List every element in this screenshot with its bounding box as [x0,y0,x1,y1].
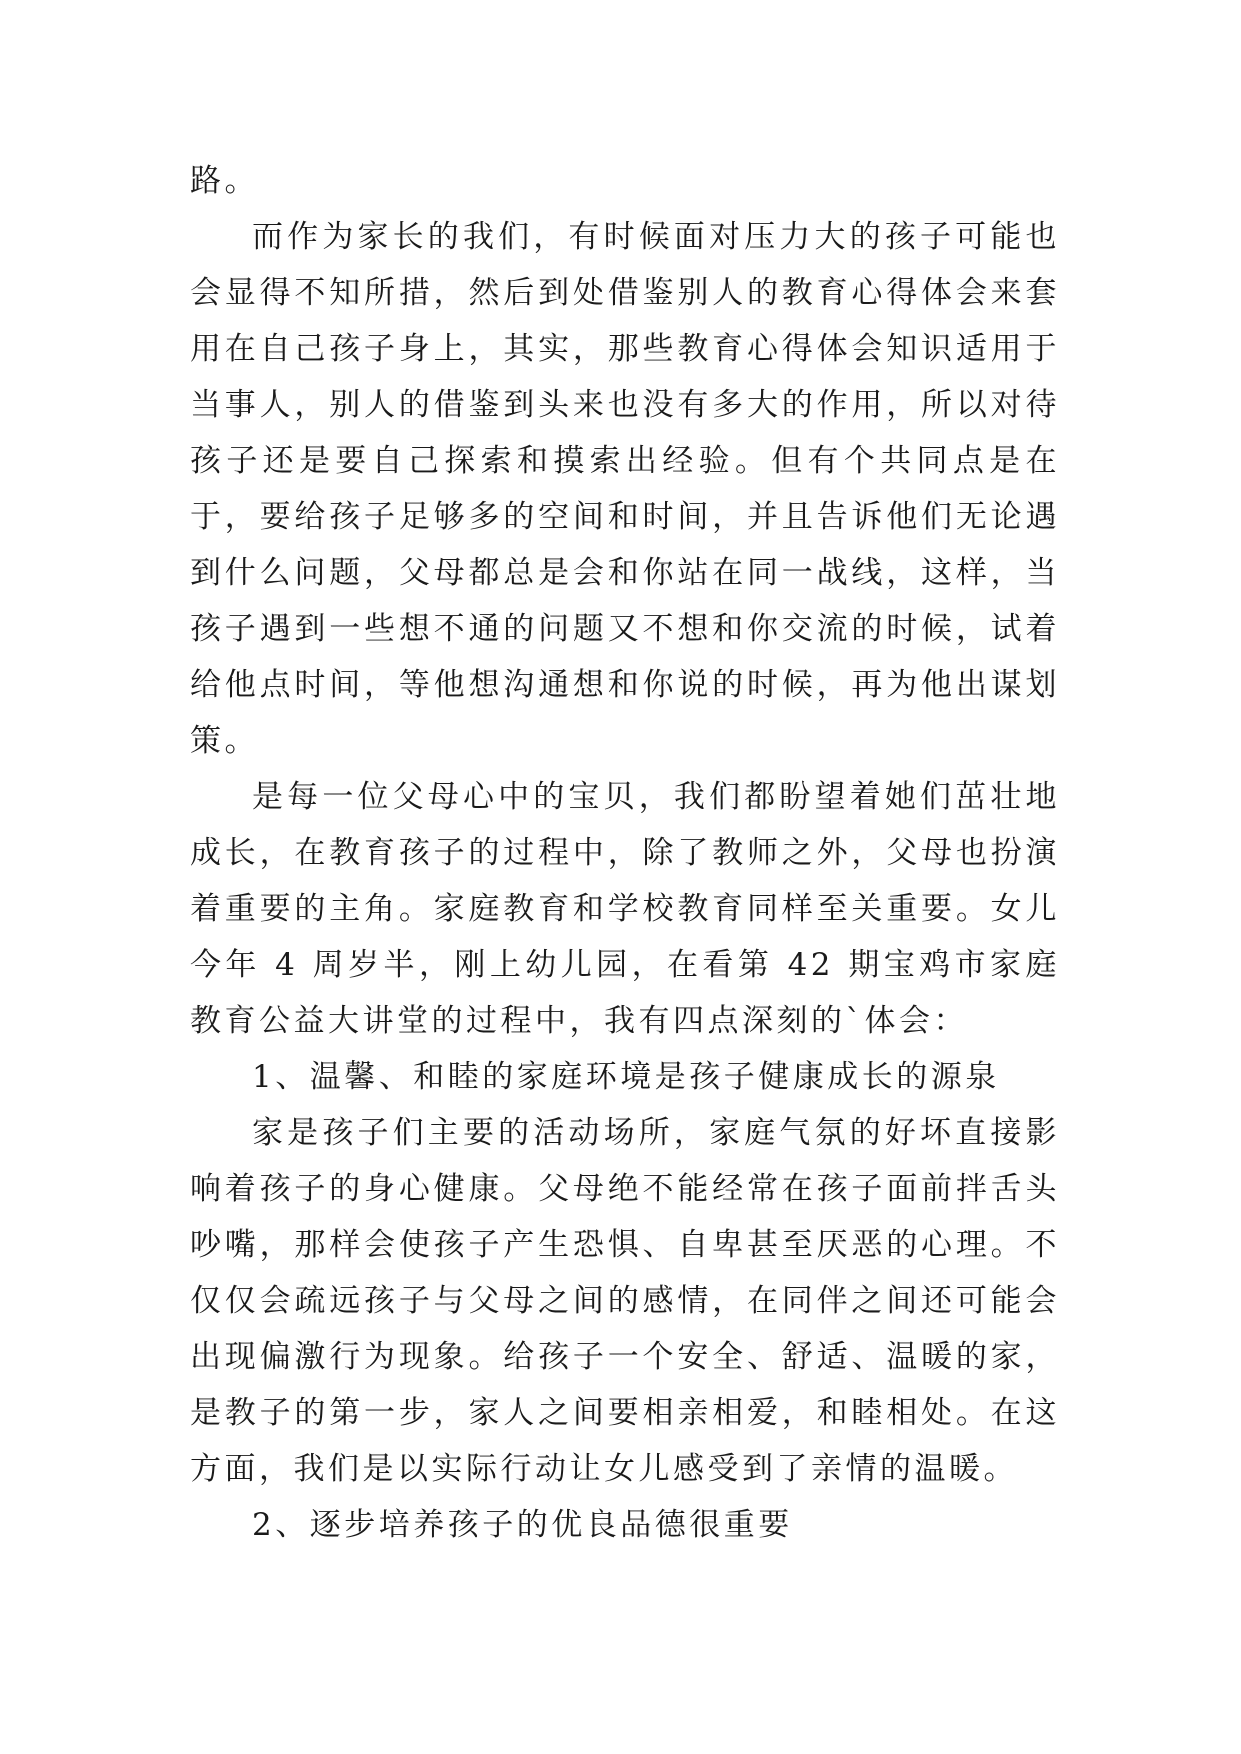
paragraph-family-environment: 家是孩子们主要的活动场所，家庭气氛的好坏直接影响着孩子的身心健康。父母绝不能经常在孩子面前拌舌头吵嘴，那样会使孩子产生恐惧、自卑甚至厌恶的心理。不仅仅会疏远孩子与父母之间的感情，在同伴之间还可能会出现偏激行为现象。给孩子一个安全、舒适、温暖的家，是教子的第一步，家人之间要相亲相爱，和睦相处。在这方面，我们是以实际行动让女儿感受到了亲情的温暖。 [190,1115,1060,1487]
section-heading-1: 1、温馨、和睦的家庭环境是孩子健康成长的源泉 [252,1059,1000,1095]
document-body [190,153,1060,1553]
continuation-line: 路。 [190,163,259,199]
paragraph-family-education: 是每一位父母心中的宝贝，我们都盼望着她们茁壮地成长，在教育孩子的过程中，除了教师之外，父母也扮演着重要的主角。家庭教育和学校教育同样至关重要。女儿今年 4 周岁半，刚上幼儿园，在看第 42 期宝鸡市家庭教育公益大讲堂的过程中，我有四点深刻的`体会： [190,779,1060,1039]
section-heading-2: 2、逐步培养孩子的优良品德很重要 [252,1507,793,1543]
paragraph-parent-pressure: 而作为家长的我们，有时候面对压力大的孩子可能也会显得不知所措，然后到处借鉴别人的教育心得体会来套用在自己孩子身上，其实，那些教育心得体会知识适用于当事人，别人的借鉴到头来也没有多大的作用，所以对待孩子还是要自己探索和摸索出经验。但有个共同点是在于，要给孩子足够多的空间和时间，并且告诉他们无论遇到什么问题，父母都总是会和你站在同一战线，这样，当孩子遇到一些想不通的问题又不想和你交流的时候，试着给他点时间，等他想沟通想和你说的时候，再为他出谋划策。 [190,219,1060,759]
